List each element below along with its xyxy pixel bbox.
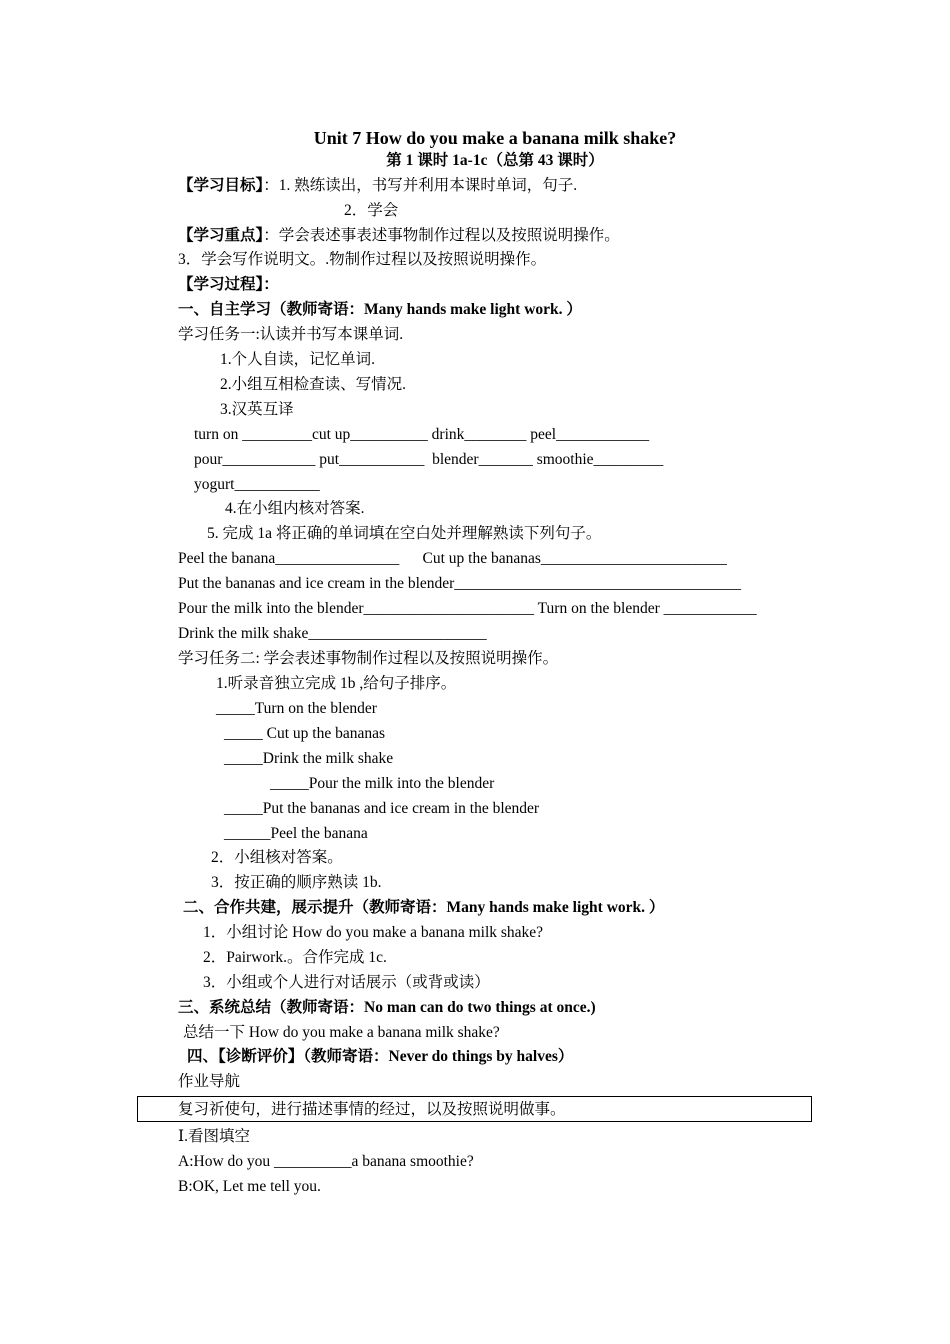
dialog-line-a: A:How do you __________a banana smoothie? xyxy=(178,1153,474,1170)
sentence-1: Peel the banana________________ Cut up the bananas________________________ xyxy=(178,550,727,567)
process-label: 【学习过程】 xyxy=(178,276,264,293)
task2-step2: 2．小组核对答案。 xyxy=(211,849,343,866)
task2-title: 学习任务二: 学会表述事物制作过程以及按照说明操作。 xyxy=(178,650,559,667)
vocab-row-3: yogurt___________ xyxy=(194,476,320,493)
vocab-row-2: pour____________ put___________ blender_______ smoothie_________ xyxy=(194,451,664,468)
exercise-part-1: Ⅰ.看图填空 xyxy=(178,1128,250,1145)
task1-title: 学习任务一:认读并书写本课单词. xyxy=(178,326,404,343)
process-colon: ： xyxy=(263,276,279,293)
section4-heading: 四、【诊断评价】（教师寄语：Never do things by halves） xyxy=(187,1048,574,1065)
process-line xyxy=(178,275,279,295)
order-item-6: ______Peel the banana xyxy=(224,825,368,842)
vocab-row-1: turn on _________cut up__________ drink________ peel____________ xyxy=(194,426,650,443)
objectives-text-2: 2．学会 xyxy=(344,202,399,219)
section2-heading: 二、合作共建，展示提升（教师寄语：Many hands make light work. ） xyxy=(183,899,665,916)
order-item-4: _____Pour the milk into the blender xyxy=(270,775,495,792)
page-title: Unit 7 How do you make a banana milk shake? xyxy=(313,128,677,148)
order-item-1: _____Turn on the blender xyxy=(216,700,377,717)
section2-item-3: 3．小组或个人进行对话展示（或背或读） xyxy=(203,974,490,991)
dialog-line-b: B:OK, Let me tell you. xyxy=(178,1178,321,1195)
key-points-text-2: 3．学会写作说明文。.物制作过程以及按照说明操作。 xyxy=(178,251,547,268)
task1-step2: 2.小组互相检查读、写情况. xyxy=(220,376,407,393)
objectives-text-1: ：1. 熟练读出，书写并利用本课时单词，句子. xyxy=(263,177,578,194)
objectives-line xyxy=(178,176,577,196)
section3-heading: 三、系统总结（教师寄语：No man can do two things at once.) xyxy=(178,999,596,1016)
key-points-label: 【学习重点】 xyxy=(178,227,264,244)
key-points-line xyxy=(178,226,620,246)
section1-heading: 一、自主学习（教师寄语：Many hands make light work. ） xyxy=(178,301,582,318)
task1-step5: 5. 完成 1a 将正确的单词填在空白处并理解熟读下列句子。 xyxy=(207,525,602,542)
sentence-4: Drink the milk shake_______________________ xyxy=(178,625,487,642)
order-item-3: _____Drink the milk shake xyxy=(224,750,394,767)
lesson-subtitle: 第 1 课时 1a-1c（总第 43 课时） xyxy=(386,152,604,169)
task1-step4: 4.在小组内核对答案. xyxy=(225,500,365,517)
section2-item-1: 1．小组讨论 How do you make a banana milk shake? xyxy=(203,924,544,941)
homework-box-text: 复习祈使句，进行描述事情的经过，以及按照说明做事。 xyxy=(178,1101,566,1118)
key-points-text-1: ：学会表述事表述事物制作过程以及按照说明操作。 xyxy=(263,227,620,244)
task2-step1: 1.听录音独立完成 1b ,给句子排序。 xyxy=(216,675,457,692)
task2-step3: 3．按正确的顺序熟读 1b. xyxy=(211,874,382,891)
objectives-label: 【学习目标】 xyxy=(178,177,264,194)
section3-summary: 总结一下 How do you make a banana milk shake? xyxy=(183,1024,500,1041)
sentence-3: Pour the milk into the blender______________________ Turn on the blender ____________ xyxy=(178,600,757,617)
homework-label: 作业导航 xyxy=(178,1073,241,1090)
section2-item-2: 2．Pairwork.。合作完成 1c. xyxy=(203,949,387,966)
order-item-2: _____ Cut up the bananas xyxy=(224,725,386,742)
sentence-2: Put the bananas and ice cream in the blender_____________________________________ xyxy=(178,575,742,592)
task1-step1: 1.个人自读，记忆单词. xyxy=(220,351,376,368)
order-item-5: _____Put the bananas and ice cream in the blender xyxy=(224,800,540,817)
task1-step3: 3.汉英互译 xyxy=(220,401,294,418)
